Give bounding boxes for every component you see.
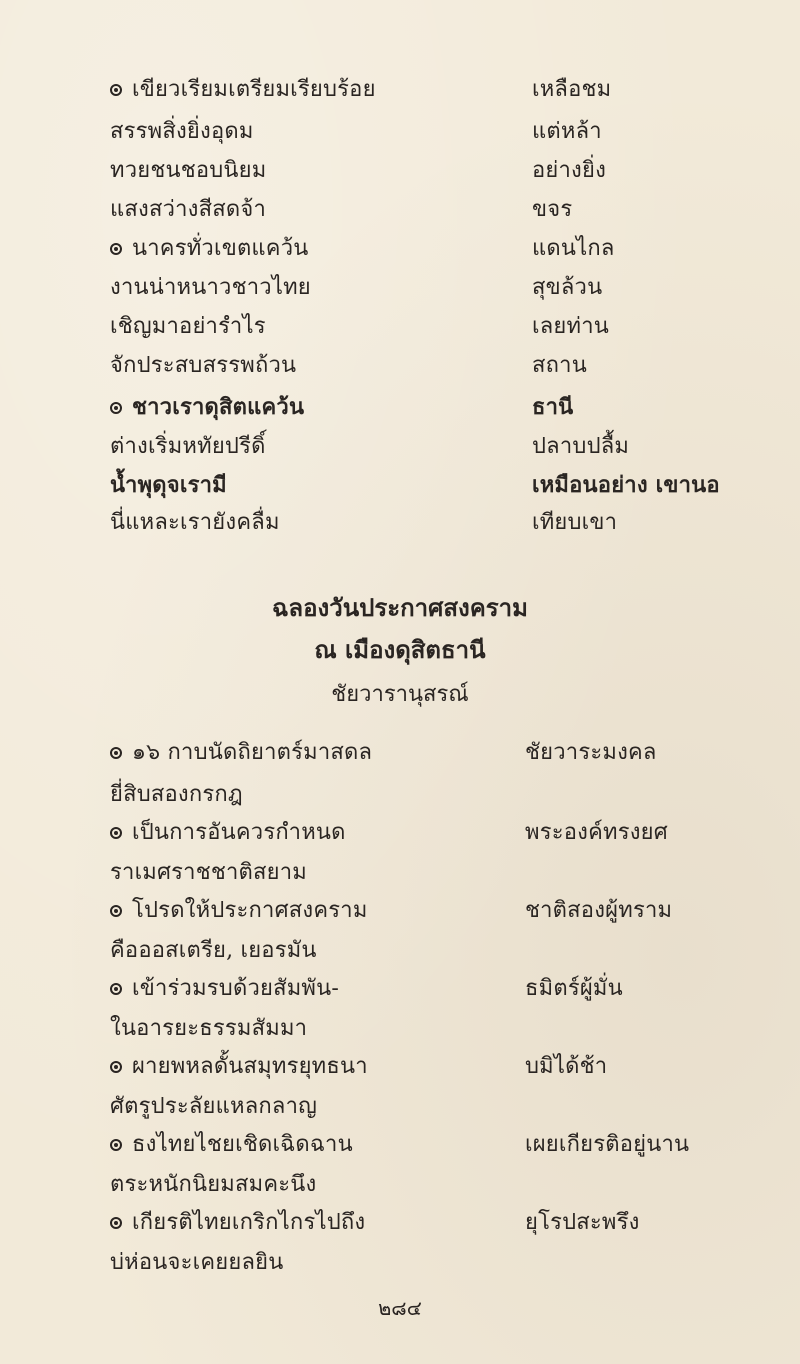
bullet-icon <box>110 905 122 917</box>
bullet-icon <box>110 243 122 255</box>
poem-line-right: แดนไกล <box>532 236 615 261</box>
page-number: ๒๘๔ <box>378 1296 422 1320</box>
poem-line-left: บ่ห่อนจะเคยยลยิน <box>110 1250 284 1275</box>
poem-line-left: ยี่สิบสองกรกฎ <box>110 782 243 807</box>
poem-line-left: เป็นการอันควรกำหนด <box>110 818 346 848</box>
poem-line-left: จักประสบสรรพถ้วน <box>110 353 297 378</box>
poem-line-left: ตระหนักนิยมสมคะนึง <box>110 1172 317 1197</box>
poem-line-right: ปลาบปลื้ม <box>532 434 630 459</box>
bullet-icon <box>110 84 122 96</box>
bullet-icon <box>110 1139 122 1151</box>
bullet-icon <box>110 402 122 414</box>
poem-line-right: แต่หล้า <box>532 119 602 144</box>
poem-line-left: คือออสเตรีย, เยอรมัน <box>110 938 317 963</box>
poem-line-left: เข้าร่วมรบด้วยสัมพัน- <box>110 974 339 1004</box>
poem-line-left: งานน่าหนาวชาวไทย <box>110 275 311 300</box>
poem-line-left: โปรดให้ประกาศสงคราม <box>110 896 368 926</box>
poem-line-left: ชาวเราดุสิตแคว้น <box>110 392 304 422</box>
poem-line-right: เทียบเขา <box>532 510 618 535</box>
bullet-icon <box>110 1061 122 1073</box>
poem-line-right: พระองค์ทรงยศ <box>525 820 668 845</box>
poem-line-left: แสงสว่างสีสดจ้า <box>110 197 267 222</box>
poem-line-left: ศัตรูประลัยแหลกลาญ <box>110 1094 318 1119</box>
poem-line-right: อย่างยิ่ง <box>532 158 607 183</box>
bullet-icon <box>110 1217 122 1229</box>
poem-line-right: ชัยวาระมงคล <box>525 740 657 765</box>
poem-line-left: เชิญมาอย่ารำไร <box>110 314 266 339</box>
poem-line-right: เหมือนอย่าง เขานอ <box>532 472 720 498</box>
poem-line-right: สุขล้วน <box>532 275 603 300</box>
section-caption: ชัยวารานุสรณ์ <box>331 682 469 707</box>
poem-line-left: ราเมศราชชาติสยาม <box>110 860 308 885</box>
section-subtitle: ณ เมืองดุสิตธานี <box>314 635 486 664</box>
poem-line-right: ธานี <box>532 394 574 420</box>
poem-line-left: เกียรติไทยเกริกไกรไปถึง <box>110 1208 365 1238</box>
section-title: ฉลองวันประกาศสงคราม <box>272 593 528 622</box>
bullet-icon <box>110 983 122 995</box>
poem-line-right: ชาติสองผู้ทราม <box>525 898 673 923</box>
poem-line-left: ๑๖ กาบนัดถิยาตร์มาสดล <box>110 738 372 768</box>
poem-line-left: ในอารยะธรรมสัมมา <box>110 1016 308 1041</box>
poem-line-left: ทวยชนชอบนิยม <box>110 158 267 183</box>
poem-line-left: เขียวเรียมเตรียมเรียบร้อย <box>110 75 376 105</box>
poem-line-left: ต่างเริ่มหทัยปรีดิ์ <box>110 434 266 459</box>
poem-line-right: เลยท่าน <box>532 314 609 339</box>
poem-line-right: สถาน <box>532 353 587 378</box>
bullet-icon <box>110 827 122 839</box>
poem-line-right: ธมิตร์ผู้มั่น <box>525 976 623 1001</box>
poem-line-left: น้ำพุดุจเรามี <box>110 472 227 498</box>
poem-line-right: ขจร <box>532 197 573 222</box>
poem-line-left: นาครทั่วเขตแคว้น <box>110 234 309 264</box>
poem-line-right: เผยเกียรติอยู่นาน <box>525 1132 690 1157</box>
poem-line-right: บมิได้ช้า <box>525 1054 608 1079</box>
poem-line-left: ธงไทยไชยเชิดเฉิดฉาน <box>110 1130 353 1160</box>
poem-line-left: นี่แหละเรายังคลื่ม <box>110 510 280 535</box>
poem-line-left: สรรพสิ่งยิ่งอุดม <box>110 119 254 144</box>
poem-line-left: ผายพหลดั้นสมุทรยุทธนา <box>110 1052 368 1082</box>
poem-line-right: ยุโรปสะพรึง <box>525 1210 640 1235</box>
bullet-icon <box>110 747 122 759</box>
poem-line-right: เหลือชม <box>532 77 612 102</box>
